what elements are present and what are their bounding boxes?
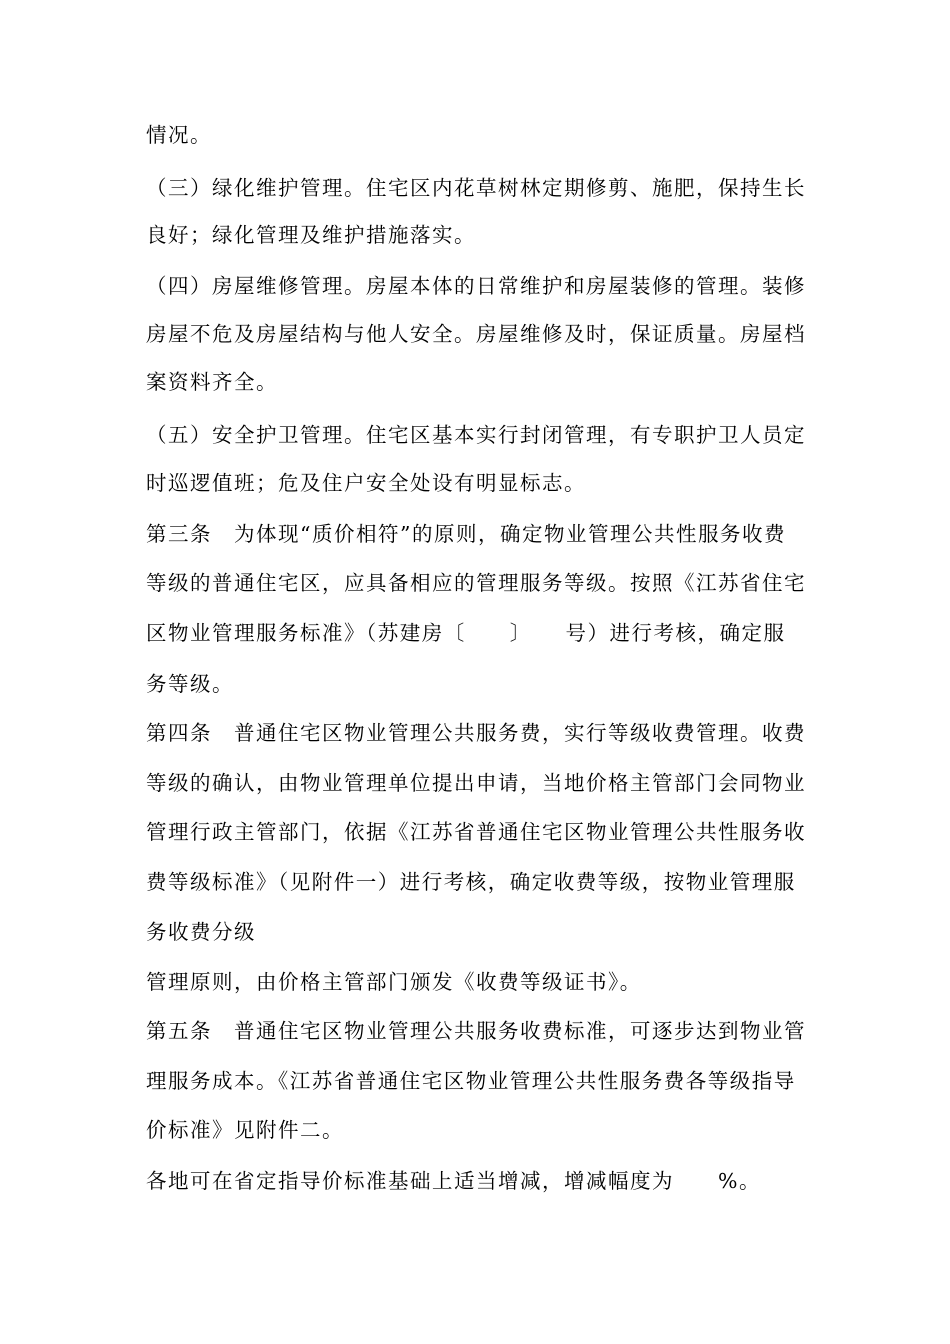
text-line: 第五条 普通住宅区物业管理公共服务收费标准，可逐步达到物业管	[146, 1019, 806, 1043]
text-line: 良好；绿化管理及维护措施落实。	[146, 223, 476, 247]
text-line: 务收费分级	[146, 920, 256, 944]
text-line: 第三条 为体现“质价相符”的原则，确定物业管理公共性服务收费	[146, 522, 786, 546]
text-line: 案资料齐全。	[146, 370, 278, 394]
text-line: 区物业管理服务标准》（苏建房〔 〕 号）进行考核，确定服	[146, 621, 786, 645]
text-line: （五）安全护卫管理。住宅区基本实行封闭管理，有专职护卫人员定	[146, 423, 806, 447]
text-line: （三）绿化维护管理。住宅区内花草树林定期修剪、施肥，保持生长	[146, 176, 806, 200]
text-line: 各地可在省定指导价标准基础上适当增减，增减幅度为 %。	[146, 1169, 761, 1193]
text-line: 情况。	[146, 123, 212, 147]
text-line: 等级的确认，由物业管理单位提出申请，当地价格主管部门会同物业	[146, 771, 806, 795]
text-line: 理服务成本。《江苏省普通住宅区物业管理公共性服务费各等级指导	[146, 1069, 796, 1093]
text-line: 房屋不危及房屋结构与他人安全。房屋维修及时，保证质量。房屋档	[146, 322, 806, 346]
text-line: 等级的普通住宅区，应具备相应的管理服务等级。按照《江苏省住宅	[146, 571, 806, 595]
text-line: 务等级。	[146, 672, 234, 696]
text-line: 管理原则，由价格主管部门颁发《收费等级证书》。	[146, 970, 642, 994]
text-line: 时巡逻值班；危及住户安全处设有明显标志。	[146, 471, 586, 495]
text-line: 第四条 普通住宅区物业管理公共服务费，实行等级收费管理。收费	[146, 721, 806, 745]
text-line: 管理行政主管部门，依据《江苏省普通住宅区物业管理公共性服务收	[146, 820, 806, 844]
text-line: （四）房屋维修管理。房屋本体的日常维护和房屋装修的管理。装修	[146, 274, 806, 298]
text-line: 费等级标准》（见附件一）进行考核，确定收费等级，按物业管理服	[146, 870, 796, 894]
text-line: 价标准》见附件二。	[146, 1118, 344, 1142]
